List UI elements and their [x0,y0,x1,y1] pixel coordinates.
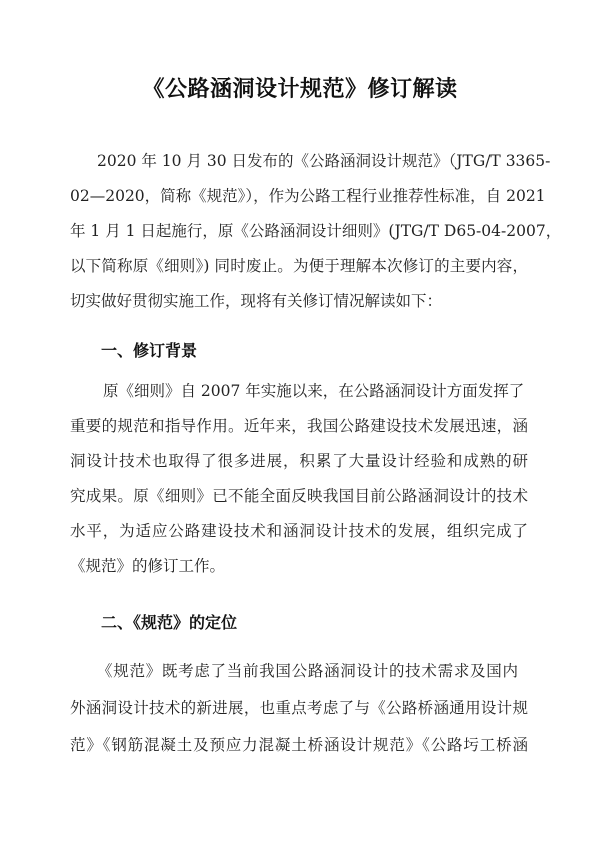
paragraph-2-line-1: 原《细则》自 2007 年实施以来，在公路涵洞设计方面发挥了 [103,382,525,400]
paragraph-1-line-2: 02—2020，简称《规范》），作为公路工程行业推荐性标准，自 2021 [70,187,546,205]
paragraph-3-line-2: 外涵洞设计技术的新进展，也重点考虑了与《公路桥涵通用设计规 [70,699,528,717]
paragraph-1-line-4: 以下简称原《细则》) 同时废止。为便于理解本次修订的主要内容， [70,257,528,275]
paragraph-1-line-5: 切实做好贯彻实施工作，现将有关修订情况解读如下： [70,292,443,310]
paragraph-2-line-4: 究成果。原《细则》已不能全面反映我国目前公路涵洞设计的技术 [70,487,528,505]
section-heading-revision-background: 一、修订背景 [101,341,198,360]
paragraph-2-line-2: 重要的规范和指导作用。近年来，我国公路建设技术发展迅速，涵 [70,417,528,435]
paragraph-2-line-6: 《规范》的修订工作。 [70,557,226,575]
document-title: 《公路涵洞设计规范》修订解读 [142,76,458,102]
paragraph-3-line-1: 《规范》既考虑了当前我国公路涵洞设计的技术需求及国内 [97,662,518,680]
paragraph-2-line-3: 洞设计技术也取得了很多进展，积累了大量设计经验和成熟的研 [70,452,528,470]
paragraph-1-line-3: 年 1 月 1 日起施行，原《公路涵洞设计细则》(JTG/T D65-04-2007， [70,222,562,240]
paragraph-2-line-5: 水平，为适应公路建设技术和涵洞设计技术的发展，组织完成了 [70,522,528,540]
paragraph-3-line-3: 范》《钢筋混凝土及预应力混凝土桥涵设计规范》《公路圬工桥涵 [70,736,528,754]
paragraph-1-line-1: 2020 年 10 月 30 日发布的《公路涵洞设计规范》（JTG/T 3365- [97,152,551,170]
section-heading-positioning: 二、《规范》的定位 [101,613,238,632]
